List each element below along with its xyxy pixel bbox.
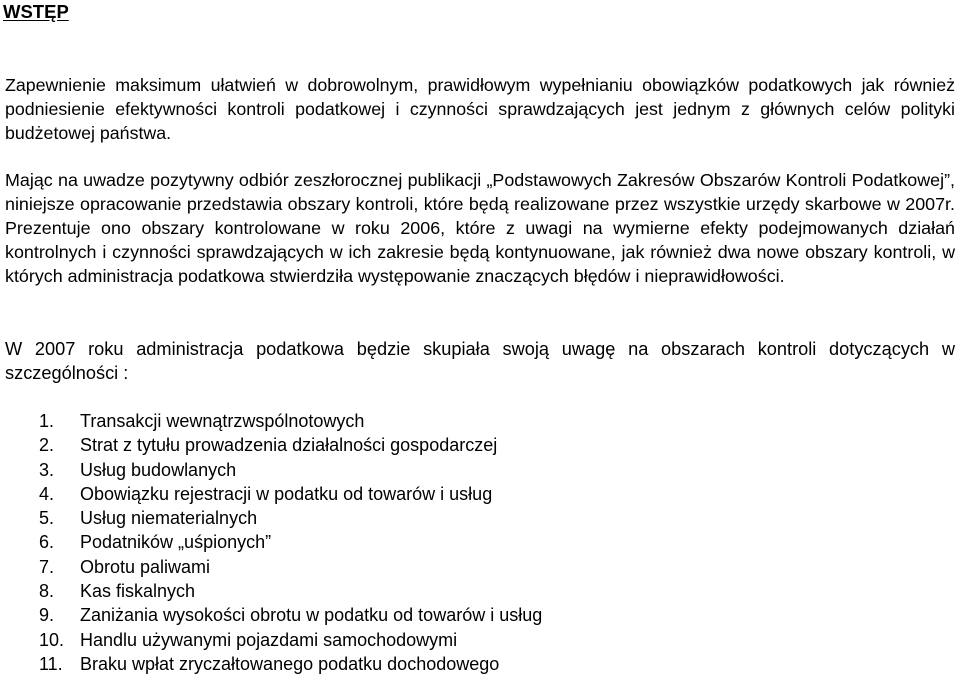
list-item-number: 8. — [39, 581, 55, 602]
control-areas-list — [0, 409, 542, 676]
list-item-text: Kas fiskalnych — [80, 581, 196, 602]
list-item-number: 7. — [39, 556, 55, 577]
list-item-text: Handlu używanymi pojazdami samochodowymi — [80, 629, 458, 650]
list-item-text: Obowiązku rejestracji w podatku od towarów i usług — [80, 483, 493, 504]
list-item-text: Zaniżania wysokości obrotu w podatku od towarów i usług — [80, 605, 543, 626]
list-item — [0, 579, 542, 603]
list-item-number: 2. — [39, 435, 55, 456]
list-item-text: Obrotu paliwami — [80, 556, 211, 577]
list-item-number: 9. — [39, 605, 55, 626]
list-item-number: 4. — [39, 483, 55, 504]
list-item — [0, 628, 542, 652]
list-item — [0, 603, 542, 627]
list-item-text: Transakcji wewnątrzwspólnotowych — [80, 411, 365, 431]
list-item-text: Usług budowlanych — [80, 459, 237, 480]
list-item-text: Braku wpłat zryczałtowanego podatku dochodowego — [80, 653, 500, 674]
list-item-number: 5. — [39, 508, 55, 529]
list-item-number: 1. — [39, 411, 55, 431]
list-item-number: 6. — [39, 532, 55, 553]
list-item — [0, 409, 542, 433]
paragraph-publication: Mając na uwadze pozytywny odbiór zeszłorocznej publikacji „Podstawowych Zakresów Obszarów Kontroli Podatkowej”, niniejsze opracowanie przedstawia obszary kontroli, które będą realizowane przez wszystkie urzędy skarbowe w 2007r. Prezentuje ono obszary kontrolowane w roku 2006, które z uwagi na wymierne efekty podejmowanych działań kontrolnych i czynności sprawdzających w ich zakresie będą kontynuowane, jak również dwa nowe obszary kontroli, w których administracja podatkowa stwierdziła występowanie znaczących błędów i nieprawidłowości. — [5, 170, 955, 286]
list-item — [0, 433, 542, 457]
list-item — [0, 530, 542, 554]
list-item — [0, 482, 542, 506]
list-item — [0, 652, 542, 676]
list-item — [0, 458, 542, 482]
list-item-number: 3. — [39, 459, 55, 480]
list-item-text: Usług niematerialnych — [80, 508, 258, 529]
list-item-number: 10. — [39, 629, 65, 650]
list-item — [0, 506, 542, 530]
section-heading: WSTĘP — [3, 1, 69, 22]
list-item — [0, 555, 542, 579]
list-item-text: Strat z tytułu prowadzenia działalności gospodarczej — [80, 435, 498, 456]
paragraph-focus-areas: W 2007 roku administracja podatkowa będzie skupiała swoją uwagę na obszarach kontroli dotyczących w szczególności : — [5, 339, 955, 383]
list-item-text: Podatników „uśpionych” — [80, 532, 272, 553]
paragraph-intro: Zapewnienie maksimum ułatwień w dobrowolnym, prawidłowym wypełnianiu obowiązków podatkowych jak również podniesienie efektywności kontroli podatkowej i czynności sprawdzających jest jednym z głównych celów polityki budżetowej państwa. — [5, 75, 955, 143]
list-item-number: 11. — [39, 653, 63, 674]
